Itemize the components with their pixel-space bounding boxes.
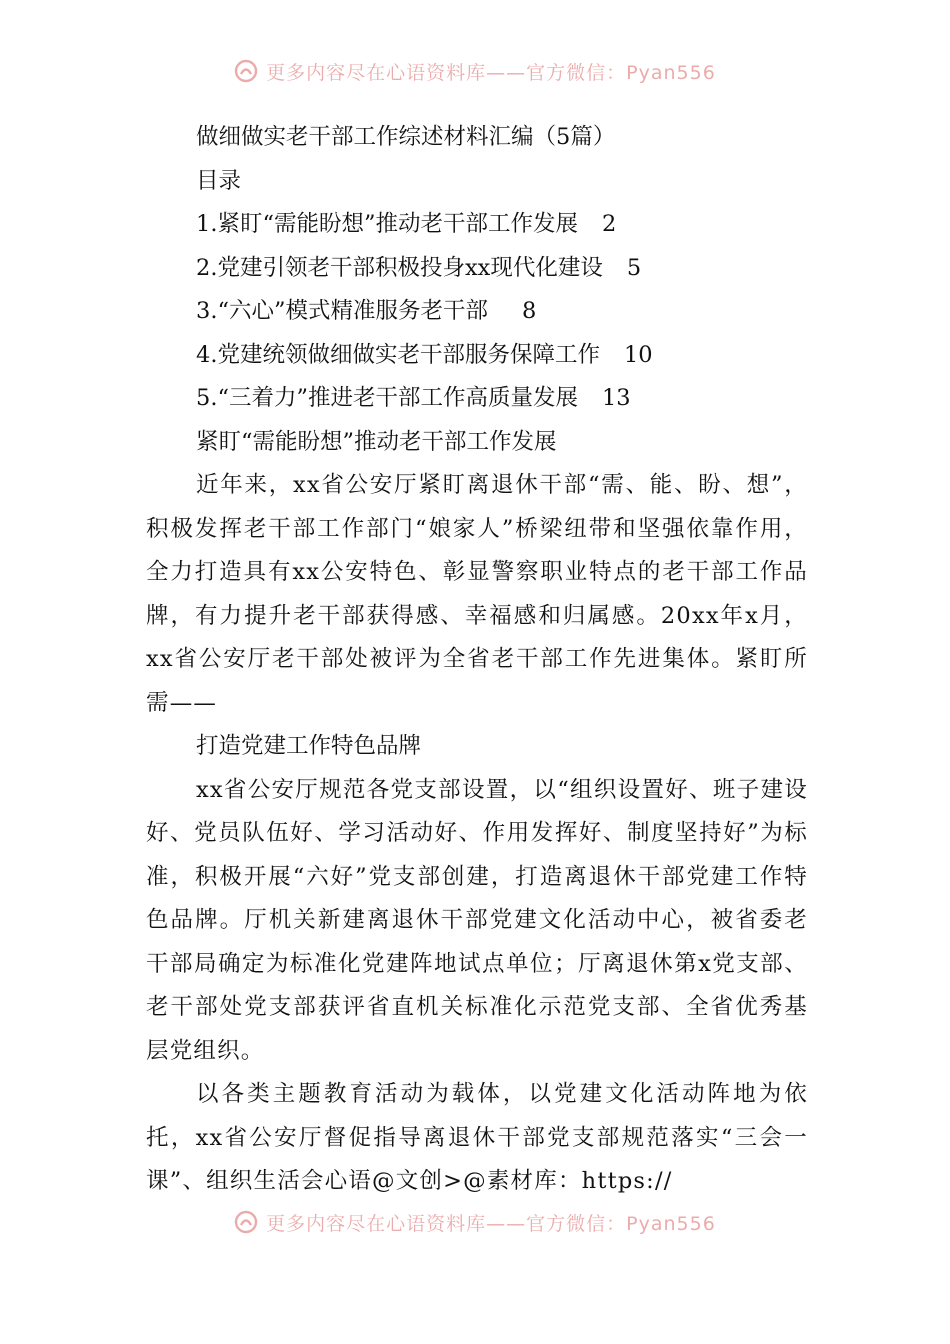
toc-entry-page: 13 [601, 385, 631, 411]
toc-entry-title: 4.党建统领做细做实老干部服务保障工作 [196, 341, 600, 368]
article-title: 紧盯“需能盼想”推动老干部工作发展 [196, 428, 557, 455]
toc-entry-title: 5.“三着力”推进老干部工作高质量发展 [196, 385, 578, 411]
toc-entry-title: 2.党建引领老干部积极投身xx现代化建设 [196, 254, 603, 281]
document-title: 做细做实老干部工作综述材料汇编（5篇） [196, 124, 616, 150]
toc-entry [146, 377, 808, 421]
section-subheading: 打造党建工作特色品牌 [196, 733, 422, 759]
toc-entry-title: 1.紧盯“需能盼想”推动老干部工作发展 [196, 211, 578, 237]
toc-entry [146, 334, 808, 378]
toc-entry [146, 290, 808, 334]
logo-icon [234, 1210, 258, 1234]
paragraph: 近年来，xx省公安厅紧盯离退休干部“需、能、盼、想”，积极发挥老干部工作部门“娘家人”桥梁纽带和坚强依靠作用，全力打造具有xx公安特色、彰显警察职业特点的老干部工作品牌，有力提升老干部获得感、幸福感和归属感。20xx年x月，xx省公安厅老干部处被评为全省老干部工作先进集体。紧盯所需—— [146, 472, 808, 716]
toc-entry [146, 247, 808, 291]
toc-entry-page: 10 [623, 341, 653, 368]
document-page [146, 116, 808, 1203]
logo-icon [234, 59, 258, 83]
toc-entry-title: 3.“六心”模式精准服务老干部 [196, 298, 488, 324]
header-watermark [0, 54, 950, 88]
toc-entry-page: 8 [521, 298, 537, 324]
watermark-text: 更多内容尽在心语资料库——官方微信：Pyan556 [266, 61, 716, 84]
toc-entry-page: 5 [626, 254, 642, 281]
paragraph: xx省公安厅规范各党支部设置，以“组织设置好、班子建设好、党员队伍好、学习活动好、作用发挥好、制度坚持好”为标准，积极开展“六好”党支部创建，打造离退休干部党建工作特色品牌。厅机关新建离退休干部党建文化活动中心，被省委老干部局确定为标准化党建阵地试点单位；厅离退休第x党支部、老干部处党支部获评省直机关标准化示范党支部、全省优秀基层党组织。 [146, 776, 808, 1064]
toc-entry [146, 203, 808, 247]
toc-entry-page: 2 [601, 211, 617, 237]
watermark-text: 更多内容尽在心语资料库——官方微信：Pyan556 [266, 1212, 716, 1235]
footer-watermark [0, 1205, 950, 1239]
toc-heading: 目录 [196, 167, 242, 194]
paragraph: 以各类主题教育活动为载体，以党建文化活动阵地为依托，xx省公安厅督促指导离退休干部党支部规范落实“三会一课”、组织生活会心语@文创>@素材库：https:// [146, 1081, 808, 1194]
